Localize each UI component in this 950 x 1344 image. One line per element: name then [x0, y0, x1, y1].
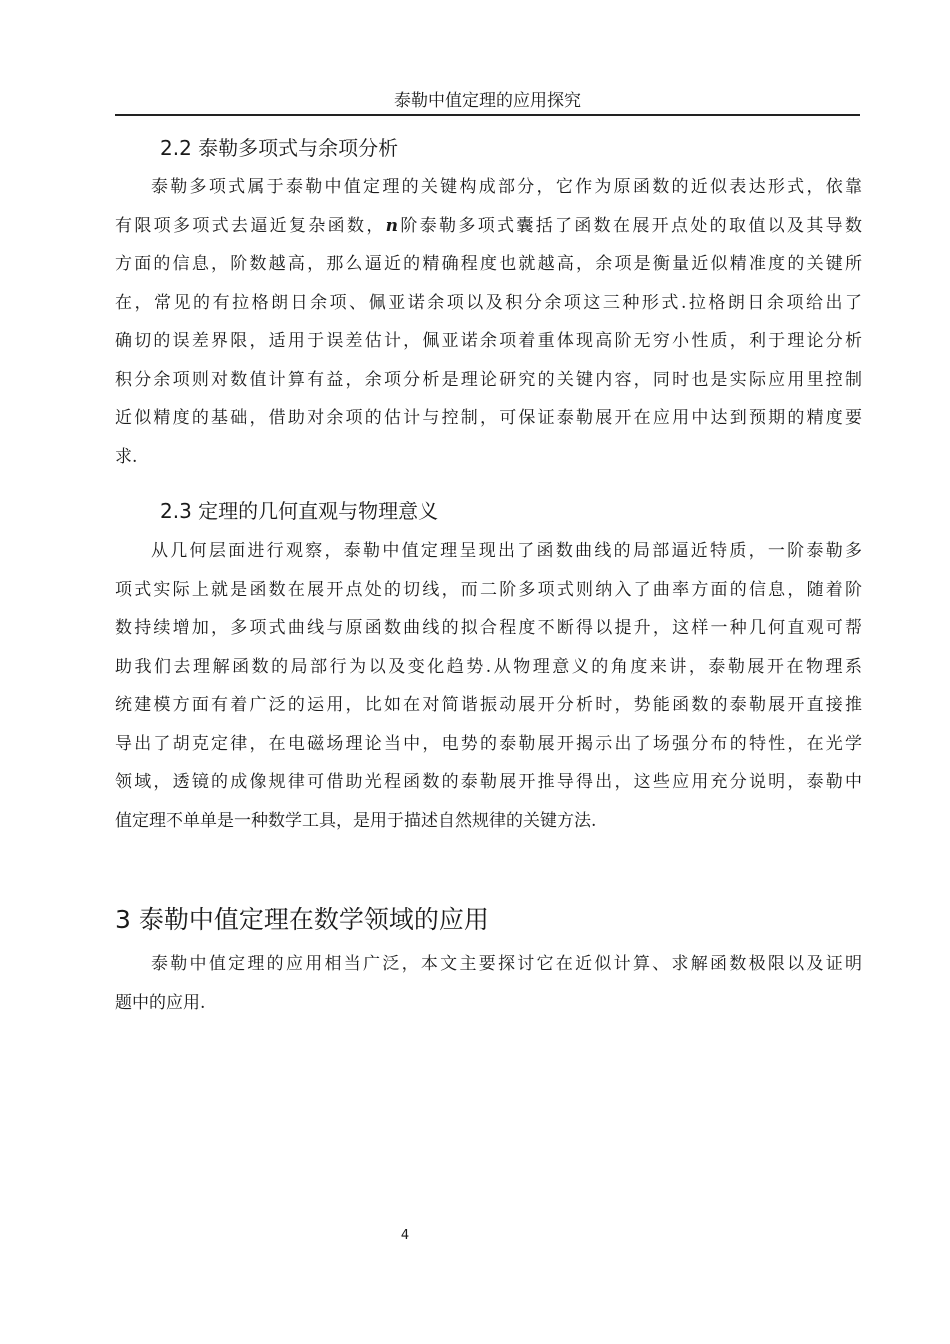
- paragraph-line: 统建模方面有着广泛的运用，比如在对简谐振动展开分析时，势能函数的泰勒展开直接推: [115, 695, 862, 715]
- paragraph-line: 项式实际上就是函数在展开点处的切线，而二阶多项式则纳入了曲率方面的信息，随着阶: [115, 579, 862, 600]
- paragraph-line: 求.: [115, 446, 138, 467]
- paragraph-line: 领域，透镜的成像规律可借助光程函数的泰勒展开推导得出，这些应用充分说明，泰勒中: [115, 772, 862, 792]
- paragraph-line: 近似精度的基础，借助对余项的估计与控制，可保证泰勒展开在应用中达到预期的精度要: [115, 408, 862, 428]
- math-variable-n: n: [385, 215, 399, 236]
- chapter-3-paragraph: [115, 945, 862, 1022]
- paragraph-line: 值定理不单单是一种数学工具，是用于描述自然规律的关键方法.: [115, 810, 597, 831]
- section-2-3-heading: 2.3 定理的几何直观与物理意义: [160, 499, 439, 523]
- running-title: 泰勒中值定理的应用探究: [394, 91, 581, 111]
- text-run: 有限项多项式去逼近复杂函数，: [115, 215, 386, 236]
- paragraph-line: 助我们去理解函数的局部行为以及变化趋势.从物理意义的角度来讲，泰勒展开在物理系: [115, 656, 862, 677]
- paragraph-line: 在，常见的有拉格朗日余项、佩亚诺余项以及积分余项这三种形式.拉格朗日余项给出了: [115, 292, 862, 313]
- page-header: [115, 88, 860, 116]
- paragraph-line: 导出了胡克定律，在电磁场理论当中，电势的泰勒展开揭示出了场强分布的特性，在光学: [115, 733, 862, 754]
- paragraph-line: 从几何层面进行观察，泰勒中值定理呈现出了函数曲线的局部逼近特质，一阶泰勒多: [151, 541, 862, 561]
- paragraph-line: 确切的误差界限，适用于误差估计，佩亚诺余项着重体现高阶无穷小性质，利于理论分析: [115, 331, 862, 351]
- paragraph-line: 方面的信息，阶数越高，那么逼近的精确程度也就越高，余项是衡量近似精准度的关键所: [115, 254, 862, 274]
- paragraph-line: 数持续增加，多项式曲线与原函数曲线的拟合程度不断得以提升，这样一种几何直观可帮: [115, 618, 862, 638]
- paragraph-line: 泰勒多项式属于泰勒中值定理的关键构成部分，它作为原函数的近似表达形式，依靠: [151, 177, 862, 197]
- paragraph-line: 积分余项则对数值计算有益，余项分析是理论研究的关键内容，同时也是实际应用里控制: [115, 369, 862, 390]
- paragraph-line: 泰勒中值定理的应用相当广泛，本文主要探讨它在近似计算、求解函数极限以及证明: [151, 954, 862, 974]
- section-2-3-paragraph: [115, 532, 862, 840]
- paragraph-line: [115, 207, 862, 246]
- page-number: 4: [400, 1228, 410, 1243]
- section-2-2-heading: 2.2 泰勒多项式与余项分析: [160, 136, 399, 160]
- text-run: 阶泰勒多项式囊括了函数在展开点处的取值以及其导数: [398, 215, 863, 236]
- chapter-3-heading: 3 泰勒中值定理在数学领域的应用: [115, 905, 489, 934]
- paragraph-line: 题中的应用.: [115, 992, 206, 1013]
- section-2-2-paragraph: [115, 168, 862, 476]
